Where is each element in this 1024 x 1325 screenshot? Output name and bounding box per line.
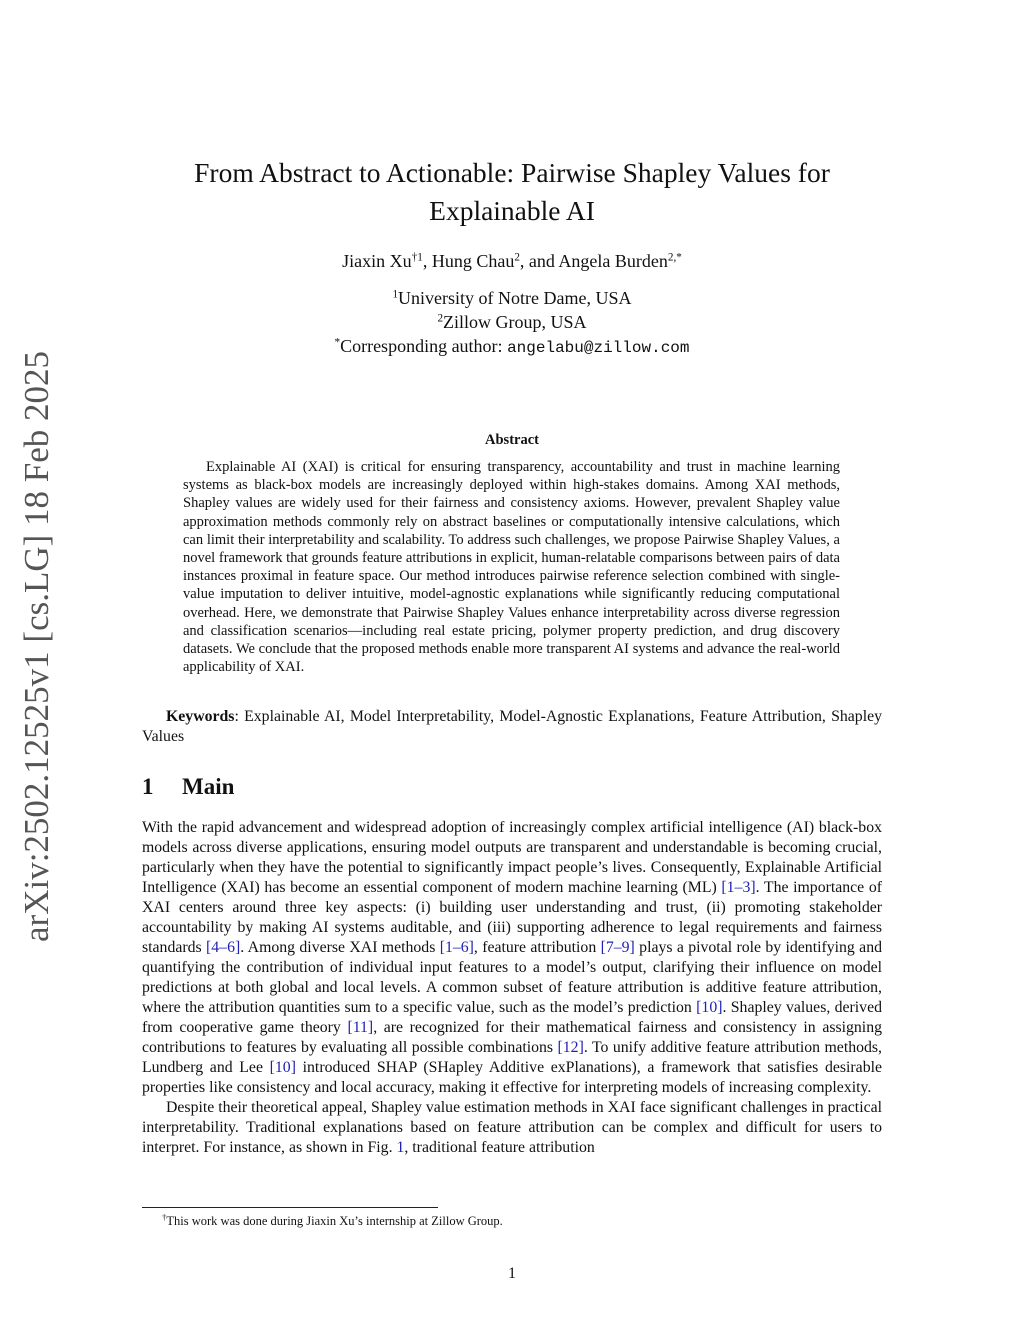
author-3: Angela Burden xyxy=(558,251,668,271)
text-run: . The importance of XAI centers around three key aspects: (i) building user understanding and trust, (ii) promoting stakeholder accountability by making AI systems auditable, and (iii) supporting adherence to legal requirements and fairness standards xyxy=(142,879,882,956)
text-run: . Among diverse XAI methods xyxy=(240,939,440,956)
text-run: plays a pivotal role by identifying and quantifying the contribution of individual input features to a model’s output, clarifying their influence on model predictions at both global and local levels. A common subset of feature attribution is additive feature attribution, where the attribution quantities sum to a specific value, such as the model’s prediction xyxy=(142,939,882,1016)
author-email-link[interactable]: angelabu@zillow.com xyxy=(507,339,690,357)
paper-title xyxy=(150,154,874,230)
affiliation-1-mark: 1 xyxy=(392,288,399,301)
section-heading xyxy=(142,774,234,800)
title-line-2: Explainable AI xyxy=(429,195,595,226)
text-run: , traditional feature attribution xyxy=(404,1139,595,1156)
section-number: 1 xyxy=(142,774,154,799)
author-2-marks: 2 xyxy=(514,251,520,264)
footnote xyxy=(142,1213,503,1229)
affiliation-2-mark: 2 xyxy=(437,312,444,325)
citation-link[interactable]: [10] xyxy=(269,1059,296,1076)
arxiv-identifier: arXiv:2502.12525v1 [cs.LG] 18 Feb 2025 xyxy=(17,350,56,942)
author-separator: , and xyxy=(519,251,559,271)
footnote-text: This work was done during Jiaxin Xu’s internship at Zillow Group. xyxy=(166,1214,503,1228)
keywords xyxy=(142,707,882,747)
text-run: . To unify additive feature attribution methods, Lundberg and Lee xyxy=(142,1039,883,1076)
author-1-marks: †1 xyxy=(411,251,423,264)
footnote-rule xyxy=(142,1207,438,1208)
affiliation-1 xyxy=(150,286,874,310)
text-run: introduced SHAP (SHapley Additive exPlanations), a framework that satisfies desirable properties like consistency and local accuracy, making it effective for interpreting models of increasing complexity. xyxy=(142,1059,882,1096)
figure-reference-link[interactable]: 1 xyxy=(396,1139,405,1156)
paragraph-1 xyxy=(142,818,882,1098)
abstract-heading: Abstract xyxy=(485,432,539,448)
author-list xyxy=(150,248,874,274)
citation-link[interactable]: [4–6] xyxy=(206,939,241,956)
citation-link[interactable]: [11] xyxy=(347,1019,374,1036)
text-run: . Shapley values, derived from cooperative game theory xyxy=(142,999,882,1036)
text-run: Despite their theoretical appeal, Shapley value estimation methods in XAI face significant challenges in practical interpretability. Traditional explanations based on feature attribution can be complex and difficult for users to interpret. For instance, as shown in Fig. xyxy=(142,1099,882,1156)
text-run: With the rapid advancement and widespread adoption of increasingly complex artificial intelligence (AI) black-box models across diverse applications, ensuring model outputs are transparent and understandable is becoming crucial, particularly when they have the potential to significantly impact people’s lives. Consequently, Explainable Artificial Intelligence (XAI) has become an essential component of modern machine learning (ML) xyxy=(142,819,882,896)
corresponding-mark: * xyxy=(334,336,341,349)
keywords-label: Keywords xyxy=(166,708,235,725)
author-1: Jiaxin Xu xyxy=(342,251,412,271)
keywords-text: : Explainable AI, Model Interpretability, Model-Agnostic Explanations, Feature Attribution, Shapley Values xyxy=(142,708,882,745)
author-3-marks: 2,* xyxy=(667,251,682,264)
author-2: Hung Chau xyxy=(431,251,515,271)
citation-link[interactable]: [7–9] xyxy=(600,939,635,956)
citation-link[interactable]: [10] xyxy=(696,999,723,1016)
citation-link[interactable]: [1–3] xyxy=(721,879,756,896)
page-number: 1 xyxy=(508,1265,516,1282)
corresponding-author xyxy=(150,334,874,360)
affiliation-2-text: Zillow Group, USA xyxy=(443,312,587,332)
corresponding-label: Corresponding author: xyxy=(340,336,508,356)
body-text xyxy=(142,818,882,1158)
text-run: , are recognized for their mathematical fairness and consistency in assigning contributions to features by evaluating all possible combinations xyxy=(142,1019,882,1056)
abstract-text: Explainable AI (XAI) is critical for ensuring transparency, accountability and trust in machine learning systems as black-box models are increasingly deployed within high-stakes domains. Among XAI methods, Shapley values are widely used for their fairness and consistency axioms. However, prevalent Shapley value approximation methods commonly rely on abstract baselines or computationally intensive calculations, which can limit their interpretability and scalability. To address such challenges, we propose Pairwise Shapley Values, a novel framework that grounds feature attributions in explicit, human-relatable comparisons between pairs of data instances proximal in feature space. Our method introduces pairwise reference selection combined with single-value imputation to deliver intuitive, model-agnostic explanations while significantly reducing computational overhead. Here, we demonstrate that Pairwise Shapley Values enhance interpretability across diverse regression and classification scenarios—including real estate pricing, polymer property prediction, and drug discovery datasets. We conclude that the proposed methods enable more transparent AI systems and advance the real-world applicability of XAI. xyxy=(183,459,840,676)
affiliations xyxy=(150,286,874,360)
title-line-1: From Abstract to Actionable: Pairwise Shapley Values for xyxy=(194,157,830,188)
citation-link[interactable]: [1–6] xyxy=(439,939,474,956)
paragraph-2 xyxy=(142,1098,882,1158)
affiliation-2 xyxy=(150,310,874,334)
footnote-mark: † xyxy=(162,1211,167,1222)
citation-link[interactable]: [12] xyxy=(557,1039,584,1056)
author-separator: , xyxy=(422,251,432,271)
text-run: , feature attribution xyxy=(473,939,601,956)
section-title: Main xyxy=(182,774,235,799)
affiliation-1-text: University of Notre Dame, USA xyxy=(398,288,632,308)
